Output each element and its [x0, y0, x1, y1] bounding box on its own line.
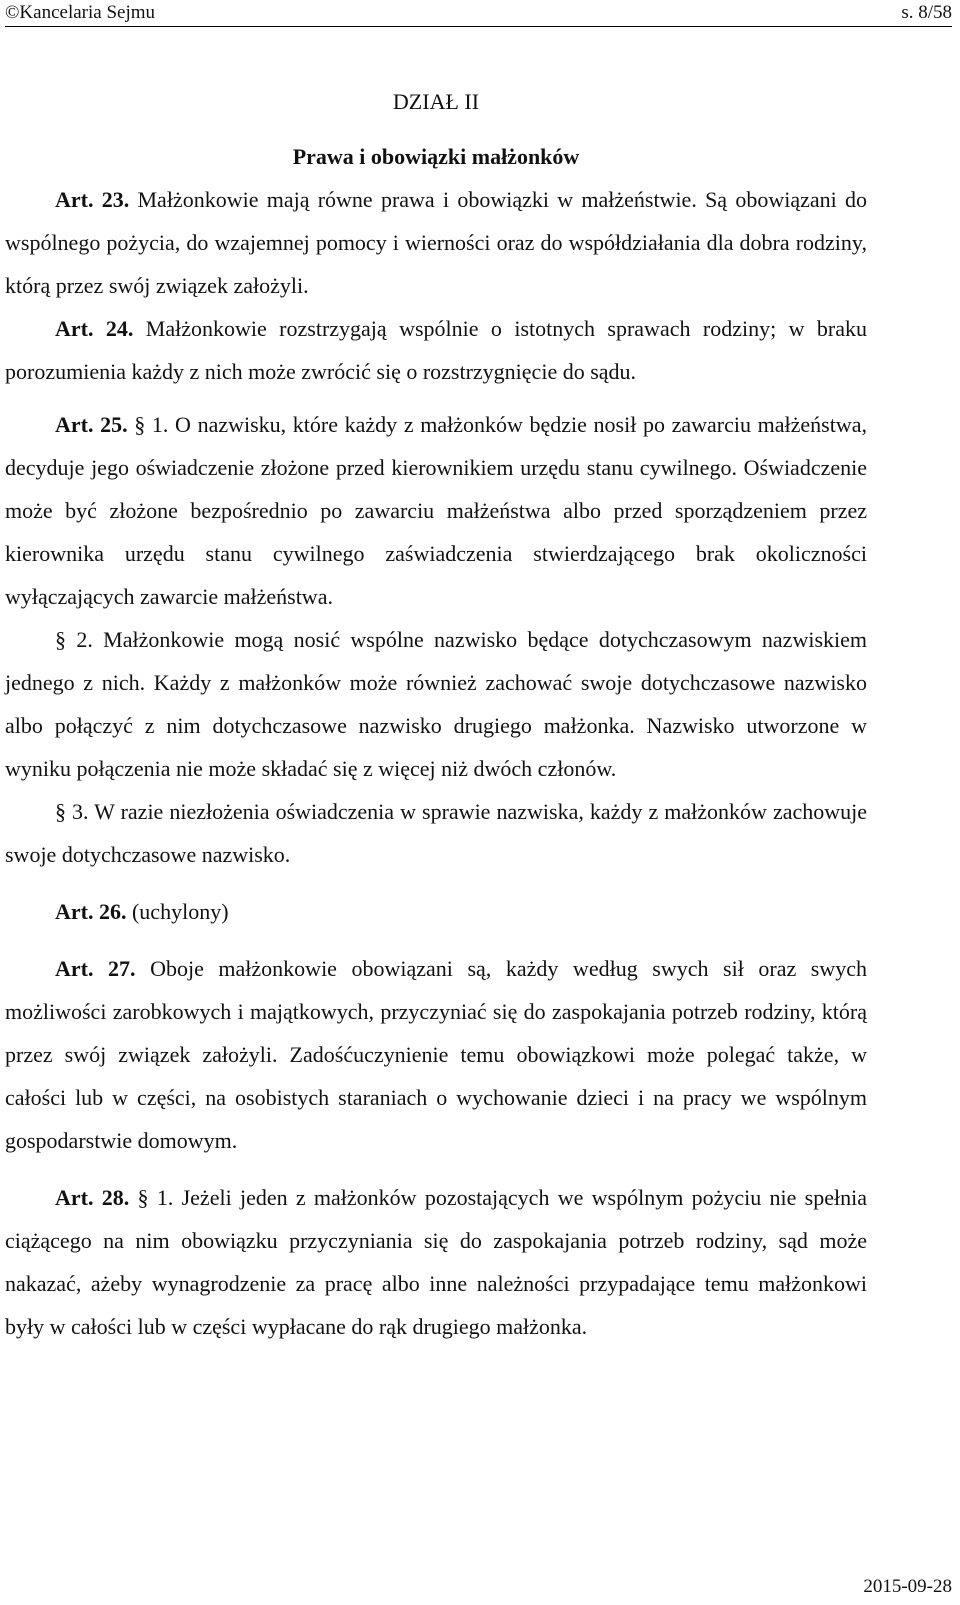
article-26: [5, 890, 867, 933]
article-28-text: § 1. Jeżeli jeden z małżonków pozostających we wspólnym pożyciu nie spełnia ciążącego na nim obowiązku przyczyniania się do zaspokajania potrzeb rodziny, sąd może nakazać, ażeby wynagrodzenie za pracę albo inne należności przypadające temu małżonkowi były w całości lub w części wypłacane do rąk drugiego małżonka.: [5, 1185, 867, 1339]
article-24-label: Art. 24.: [55, 316, 134, 341]
page-header: [5, 0, 952, 27]
article-25-paragraph-2: § 2. Małżonkowie mogą nosić wspólne nazwisko będące dotychczasowym nazwiskiem jednego z nich. Każdy z małżonków może również zachować swoje dotychczasowe nazwisko albo połączyć z nim dotychczasowe nazwisko drugiego małżonka. Nazwisko utworzone w wyniku połączenia nie może składać się z więcej niż dwóch członów.: [5, 627, 867, 781]
article-23: [5, 178, 867, 307]
document-body: [5, 80, 867, 1348]
article-24: [5, 307, 867, 393]
article-27-text: Oboje małżonkowie obowiązani są, każdy według swych sił oraz swych możliwości zarobkowych i majątkowych, przyczyniać się do zaspokajania potrzeb rodziny, którą przez swój związek założyli. Zadośćuczynienie temu obowiązkowi może polegać także, w całości lub w części, na osobistych staraniach o wychowanie dzieci i na pracy we wspólnym gospodarstwie domowym.: [5, 956, 867, 1153]
article-27: [5, 947, 867, 1162]
article-25-paragraph-1: [5, 403, 867, 618]
article-25-paragraph-3: § 3. W razie niezłożenia oświadczenia w sprawie nazwiska, każdy z małżonków zachowuje swoje dotychczasowe nazwisko.: [5, 799, 867, 867]
article-26-label: Art. 26.: [55, 899, 127, 924]
article-25-label: Art. 25.: [55, 412, 128, 437]
article-25-p1-text: § 1. O nazwisku, które każdy z małżonków będzie nosił po zawarciu małżeństwa, decyduje jego oświadczenie złożone przed kierownikiem urzędu stanu cywilnego. Oświadczenie może być złożone bezpośrednio po zawarciu małżeństwa albo przed sporządzeniem przez kierownika urzędu stanu cywilnego zaświadczenia stwierdzającego brak okoliczności wyłączających zawarcie małżeństwa.: [5, 412, 867, 609]
article-23-label: Art. 23.: [55, 187, 130, 212]
section-subtitle: Prawa i obowiązki małżonków: [292, 144, 580, 169]
section-title: DZIAŁ II: [392, 89, 480, 114]
article-24-text: Małżonkowie rozstrzygają wspólnie o istotnych sprawach rodziny; w braku porozumienia każdy z nich może zwrócić się o rozstrzygnięcie do sądu.: [5, 316, 867, 384]
article-26-text: (uchylony): [126, 899, 229, 924]
header-page-number: s. 8/58: [901, 2, 952, 23]
header-copyright: ©Kancelaria Sejmu: [5, 2, 156, 23]
article-27-label: Art. 27.: [55, 956, 136, 981]
article-28-label: Art. 28.: [55, 1185, 130, 1210]
article-23-text: Małżonkowie mają równe prawa i obowiązki w małżeństwie. Są obowiązani do wspólnego pożycia, do wzajemnej pomocy i wierności oraz do współdziałania dla dobra rodziny, którą przez swój związek założyli.: [5, 187, 867, 298]
page-footer-date: 2015-09-28: [863, 1576, 952, 1597]
article-28: [5, 1176, 867, 1348]
